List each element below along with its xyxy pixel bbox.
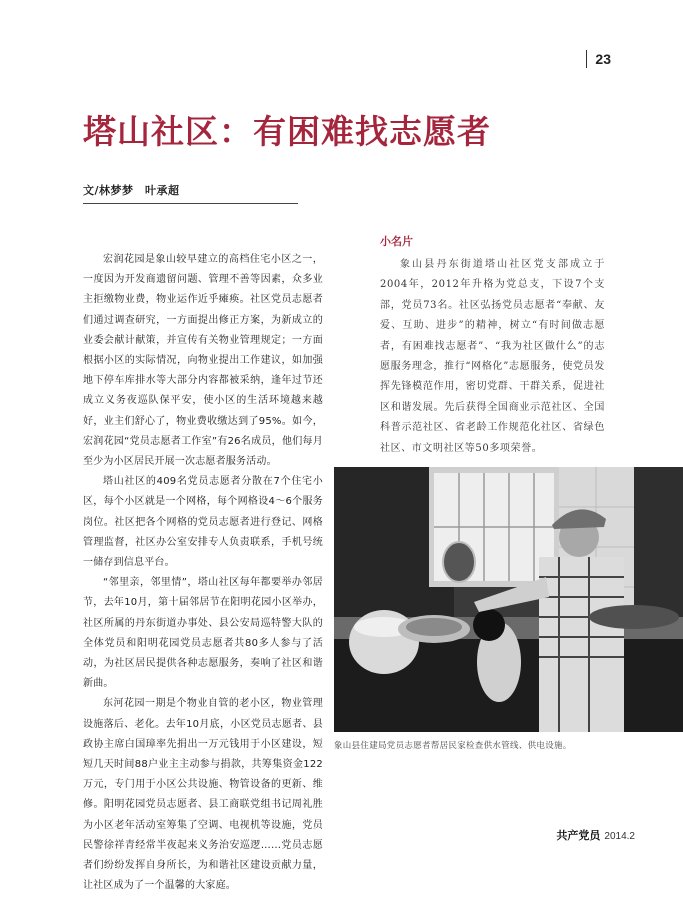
photo-caption: 象山县住建局党员志愿者帮居民家检查供水管线、供电设施。 <box>334 741 572 751</box>
photo-illustration <box>334 467 683 732</box>
byline-rule <box>83 203 298 204</box>
profile-sidebar <box>380 233 605 459</box>
byline: 文/林梦梦 叶承超 <box>83 184 180 197</box>
page-footer <box>556 827 635 843</box>
sidebar-body: 象山县丹东街道塔山社区党支部成立于2004年，2012年升格为党总支，下设7个支部，党员73名。社区弘扬党员志愿者“奉献、友爱、互助、进步”的精神，树立“有时间做志愿者，有困难找志愿者”、“我为社区做什么”的志愿服务理念，推行“网格化”志愿服务，使党员发挥先锋模范作用，密切党群、干群关系，促进社区和谐发展。先后获得全国商业示范社区、全国科普示范社区、省老龄工作规范化社区、省绿色社区、市文明社区等50多项荣誉。 <box>380 259 605 454</box>
article-body <box>83 250 323 897</box>
page-number-divider <box>586 50 587 68</box>
body-paragraph: 宏润花园是象山较早建立的高档住宅小区之一，一度因为开发商遗留问题、管理不善等因素，众多业主拒缴物业费，物业运作近乎瘫痪。社区党员志愿者们通过调查研究，一方面提出修正方案，为新成立的业委会献计献策，并宣传有关物业管理规定；一方面根据小区的实际情况，向物业提出工作建议，如加强地下停车库排水等大部分内容都被采纳，逢年过节还成立义务夜巡队保平安，使小区的生活环境越来越好，业主们舒心了，物业费收缴达到了95%。如今，宏润花园“党员志愿者工作室”有26名成员，他们每月至少为小区居民开展一次志愿者服务活动。 <box>83 254 323 468</box>
issue-number: 2014.2 <box>604 831 635 842</box>
body-paragraph: 东河花园一期是个物业自管的老小区，物业管理设施落后、老化。去年10月底，小区党员志愿者、县政协主席白国璋率先捐出一万元钱用于小区建设，短短几天时间88户业主主动参与捐款，共筹集资金122万元，专门用于小区公共设施、物管设备的更新、维修。阳明花园党员志愿者、县工商联党组书记周礼胜为小区老年活动室筹集了空调、电视机等设施，党员民警徐祥青经常半夜起来义务治安巡逻……党员志愿者们纷纷发挥自身所长，为和谐社区建设贡献力量，让社区成为了一个温馨的大家庭。 <box>83 698 323 892</box>
body-paragraph: 塔山社区的409名党员志愿者分散在7个住宅小区，每个小区就是一个网格，每个网格设4～6个服务岗位。社区把各个网格的党员志愿者进行登记、网格管理监督，社区办公室安排专人负责联系，手机号统一储存到信息平台。 <box>83 476 323 569</box>
article-photo <box>334 467 683 732</box>
magazine-name: 共产党员 <box>556 829 601 842</box>
page-number-block <box>586 50 611 68</box>
sidebar-title: 小名片 <box>380 235 413 248</box>
article-title: 塔山社区：有困难找志愿者 <box>83 112 491 151</box>
page-number: 23 <box>595 51 611 67</box>
body-paragraph: “邻里亲，邻里情”，塔山社区每年都要举办邻居节，去年10月，第十届邻居节在阳明花园小区举办，社区所属的丹东街道办事处、县公安局巡特警大队的全体党员和阳明花园党员志愿者共80多人参与了活动，为社区居民提供各种志愿服务，奏响了社区和谐新曲。 <box>83 577 323 690</box>
